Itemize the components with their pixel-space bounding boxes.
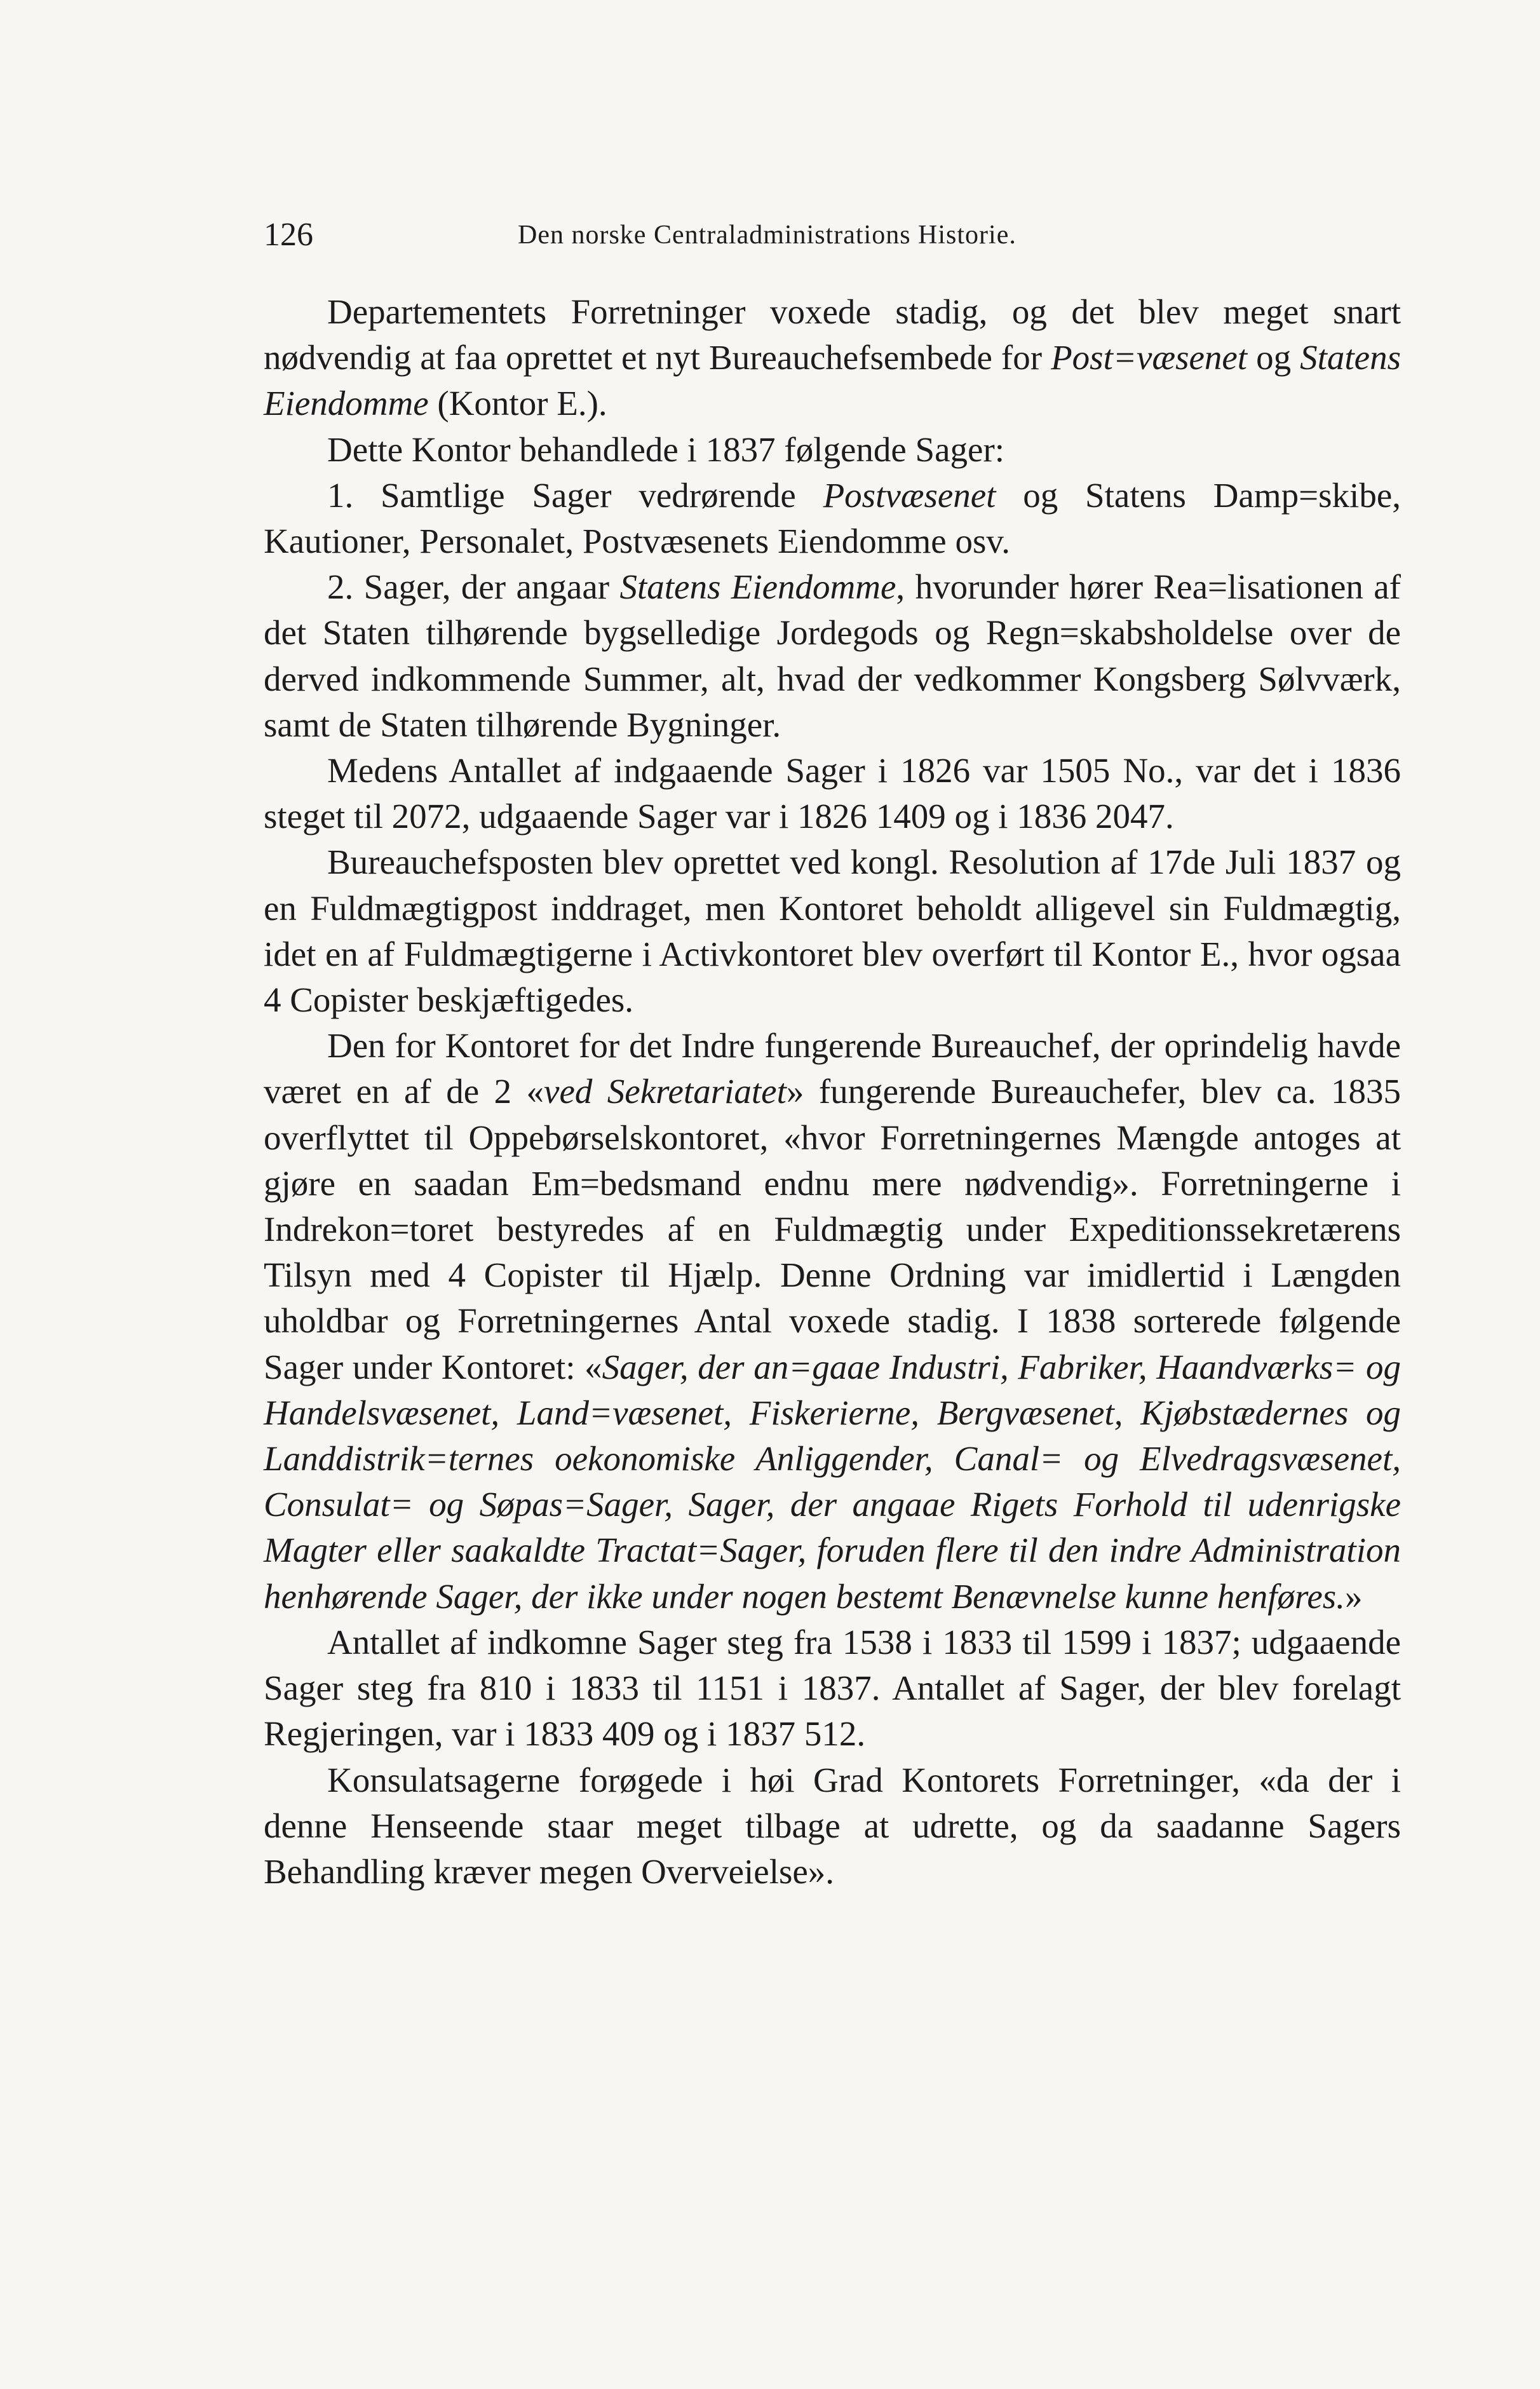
paragraph: Konsulatsagerne forøgede i høi Grad Kontorets Forretninger, «da der i denne Henseende staar meget tilbage at udrette, og da saadanne Sagers Behandling kræver megen Overveielse». bbox=[264, 1760, 1401, 1891]
paragraph: Dette Kontor behandlede i 1837 følgende Sager: bbox=[327, 430, 1005, 469]
paragraph: Medens Antallet af indgaaende Sager i 1826 var 1505 No., var det i 1836 steget til 2072, udgaaende Sager var i 1826 1409 og i 1836 2047. bbox=[264, 751, 1401, 836]
running-title: Den norske Centraladministrations Historie. bbox=[518, 220, 1017, 250]
text-body bbox=[264, 289, 1401, 1895]
paragraph: Bureauchefsposten blev oprettet ved kongl. Resolution af 17de Juli 1837 og en Fuldmægtigpost inddraget, men Kontoret beholdt alligevel sin Fuldmægtig, idet en af Fuldmægtigerne i Activkontoret blev overført til Kontor E., hvor ogsaa 4 Copister beskjæftigedes. bbox=[264, 843, 1401, 1020]
paragraph: 1. Samtlige Sager vedrørende Postvæsenet og Statens Damp=skibe, Kautioner, Personalet, Postvæsenets Eiendomme osv. bbox=[264, 475, 1401, 561]
paragraph: Antallet af indkomne Sager steg fra 1538 i 1833 til 1599 i 1837; udgaaende Sager steg fra 810 i 1833 til 1151 i 1837. Antallet af Sager, der blev forelagt Regjeringen, var i 1833 409 og i 1837 512. bbox=[264, 1622, 1401, 1754]
paragraph: Den for Kontoret for det Indre fungerende Bureauchef, der oprindelig havde været en af de 2 «ved Sekretariatet» fungerende Bureauchefer, blev ca. 1835 overflyttet til Oppebørselskontoret, «hvor Forretningernes Mængde antoges at gjøre en saadan Em=bedsmand endnu mere nødvendig». Forretningerne i Indrekon=toret bestyredes af en Fuldmægtig under Expeditionssekretærens Tilsyn med 4 Copister til Hjælp. Denne Ordning var imidlertid i Længden uholdbar og Forretningernes Antal voxede stadig. I 1838 sorterede følgende Sager under Kontoret: «Sager, der an=gaae Industri, Fabriker, Haandværks= og Handelsvæsenet, Land=væsenet, Fiskerierne, Bergvæsenet, Kjøbstædernes og Landdistrik=ternes oekonomiske Anliggender, Canal= og Elvedragsvæsenet, Consulat= og Søpas=Sager, Sager, der angaae Rigets Forhold til udenrigske Magter eller saakaldte Tractat=Sager, foruden flere til den indre Administration henhørende Sager, der ikke under nogen bestemt Benævnelse kunne henføres.» bbox=[264, 1026, 1402, 1616]
paragraph: 2. Sager, der angaar Statens Eiendomme, hvorunder hører Rea=lisationen af det Staten tilhørende bygselledige Jordegods og Regn=skabsholdelse over de derved indkommende Summer, alt, hvad der vedkommer Kongsberg Sølvværk, samt de Staten tilhørende Bygninger. bbox=[264, 567, 1401, 744]
paragraph: Departementets Forretninger voxede stadig, og det blev meget snart nødvendig at faa oprettet et nyt Bureauchefsembede for Post=væsenet og Statens Eiendomme (Kontor E.). bbox=[264, 292, 1401, 423]
page-number: 126 bbox=[264, 217, 313, 253]
page-header bbox=[264, 210, 1401, 261]
